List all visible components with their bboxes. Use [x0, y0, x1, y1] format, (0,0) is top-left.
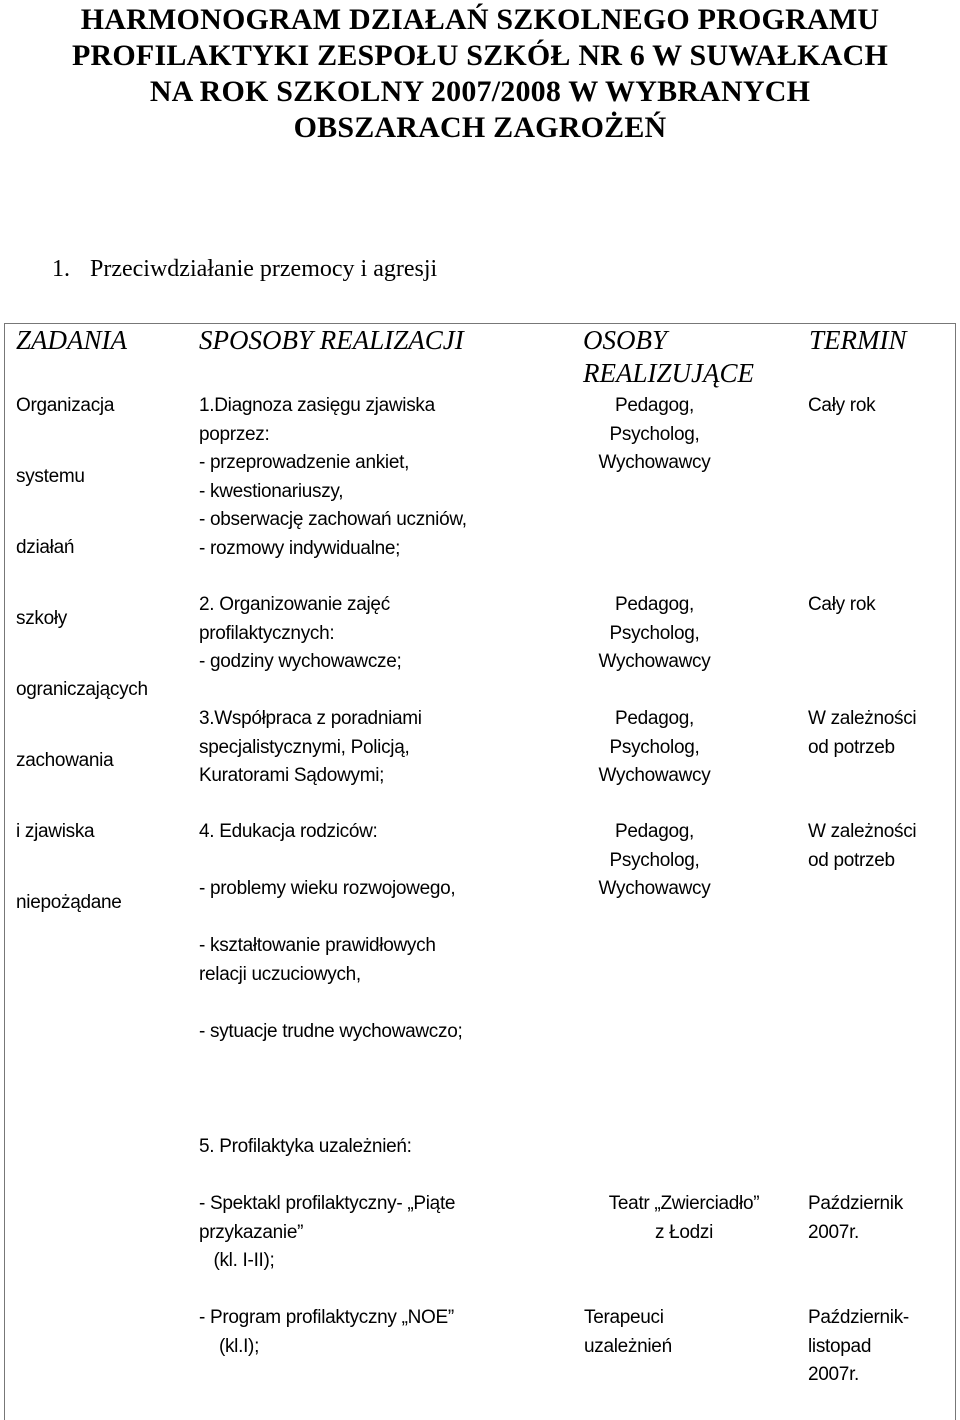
- item-4-sposoby-heading: 4. Edukacja rodziców:: [199, 821, 378, 842]
- item-line: - godziny wychowawcze;: [199, 651, 402, 672]
- item-line: relacji uczuciowych,: [199, 963, 361, 985]
- item-line: Psycholog,: [609, 622, 700, 644]
- item-4-termin: [808, 818, 916, 875]
- item-2-termin: [808, 591, 875, 620]
- item-5-termin: [808, 1190, 903, 1247]
- item-line: z Łodzi: [654, 1221, 714, 1243]
- header-osoby-line: OSOBY: [583, 325, 668, 355]
- item-line: od potrzeb: [808, 849, 895, 871]
- title-line: PROFILAKTYKI ZESPOŁU SZKÓŁ NR 6 W SUWAŁKACH: [72, 39, 888, 72]
- item-line: (kl. I-II);: [213, 1250, 275, 1271]
- item-5-sposoby-block: [199, 1190, 455, 1276]
- table-border-left: [4, 323, 5, 1420]
- item-line: Wychowawcy: [598, 651, 711, 672]
- item-line: poprzez:: [199, 423, 270, 445]
- item-line: Psycholog,: [609, 423, 700, 445]
- zadania-word: Organizacja: [16, 395, 115, 416]
- zadania-word: szkoły: [16, 608, 67, 629]
- item-line: Psycholog,: [609, 849, 700, 871]
- item-line: Pedagog,: [615, 395, 694, 416]
- item-5-osoby-2: [584, 1304, 672, 1361]
- item-5-sposoby-heading: 5. Profilaktyka uzależnień:: [199, 1136, 412, 1157]
- item-line: Październik-: [808, 1307, 909, 1328]
- item-line: profilaktycznych:: [199, 622, 335, 644]
- item-3-sposoby: [199, 705, 422, 791]
- item-4-osoby: [572, 818, 737, 904]
- section-title: Przeciwdziałanie przemocy i agresji: [90, 256, 438, 282]
- table-border-right: [955, 323, 956, 1420]
- item-line: W zależności: [808, 821, 917, 842]
- header-termin: TERMIN: [809, 325, 907, 355]
- item-2-sposoby: [199, 591, 401, 677]
- item-1-termin: [808, 392, 875, 421]
- item-4-sposoby-line: - problemy wieku rozwojowego,: [199, 878, 456, 899]
- item-line: - obserwację zachowań uczniów,: [199, 509, 467, 530]
- item-line: 2007r.: [808, 1221, 860, 1243]
- zadania-word: niepożądane: [16, 892, 122, 913]
- item-line: Psycholog,: [609, 736, 700, 758]
- item-line: 3.Współpraca z poradniami: [199, 708, 422, 729]
- item-5-termin-2: [808, 1304, 909, 1390]
- item-3-osoby: [572, 705, 737, 791]
- item-3-termin: [808, 705, 916, 762]
- item-line: - rozmowy indywidualne;: [199, 537, 401, 559]
- item-4-sposoby-line: - sytuacje trudne wychowawczo;: [199, 1021, 463, 1042]
- title-line: OBSZARACH ZAGROŻEŃ: [293, 111, 667, 144]
- section-heading: [52, 254, 437, 284]
- item-5-sposoby-block: [199, 1304, 454, 1361]
- item-line: przykazanie”: [199, 1221, 304, 1243]
- item-line: - kwestionariuszy,: [199, 480, 344, 502]
- item-line: Pedagog,: [615, 708, 694, 729]
- item-1-sposoby: [199, 392, 467, 563]
- item-line: Cały rok: [808, 395, 876, 416]
- section-number: 1.: [52, 256, 70, 282]
- item-2-osoby: [572, 591, 737, 677]
- item-line: 2. Organizowanie zajęć: [199, 594, 390, 615]
- item-line: W zależności: [808, 708, 917, 729]
- item-line: Teatr „Zwierciadło”: [608, 1193, 760, 1214]
- header-osoby-line: REALIZUJĄCE: [583, 358, 754, 388]
- item-line: - Program profilaktyczny „NOE”: [199, 1307, 454, 1328]
- item-line: listopad: [808, 1335, 872, 1357]
- item-line: Październik: [808, 1193, 903, 1214]
- item-line: Terapeuci: [584, 1307, 664, 1328]
- item-line: Kuratorami Sądowymi;: [199, 765, 385, 786]
- item-line: Pedagog,: [615, 594, 694, 615]
- header-zadania: ZADANIA: [16, 325, 127, 355]
- item-line: 1.Diagnoza zasięgu zjawiska: [199, 395, 435, 416]
- item-line: Wychowawcy: [598, 878, 711, 899]
- item-line: Wychowawcy: [598, 765, 711, 786]
- zadania-word: zachowania: [16, 750, 114, 771]
- item-1-osoby: [572, 392, 737, 478]
- zadania-word: ograniczających: [16, 679, 148, 700]
- header-osoby: [583, 324, 754, 390]
- title-line: HARMONOGRAM DZIAŁAŃ SZKOLNEGO PROGRAMU: [80, 3, 880, 36]
- title-line: NA ROK SZKOLNY 2007/2008 W WYBRANYCH: [149, 75, 811, 108]
- item-line: 2007r.: [808, 1364, 860, 1385]
- header-sposoby: SPOSOBY REALIZACJI: [199, 325, 464, 355]
- item-line: od potrzeb: [808, 736, 895, 758]
- item-line: - przeprowadzenie ankiet,: [199, 452, 410, 473]
- item-line: - kształtowanie prawidłowych: [199, 935, 436, 956]
- item-line: (kl.I);: [218, 1335, 260, 1357]
- item-line: Wychowawcy: [598, 452, 711, 473]
- item-4-sposoby-line: [199, 932, 436, 989]
- item-line: specjalistycznymi, Policją,: [199, 736, 410, 758]
- zadania-word: i zjawiska: [16, 821, 95, 842]
- item-line: Pedagog,: [615, 821, 694, 842]
- zadania-word: systemu: [16, 466, 85, 487]
- item-5-osoby: [584, 1190, 784, 1247]
- document-title: [20, 2, 940, 146]
- item-line: - Spektakl profilaktyczny- „Piąte: [199, 1193, 456, 1214]
- item-line: Cały rok: [808, 594, 876, 615]
- zadania-word: działań: [16, 537, 75, 558]
- item-line: uzależnień: [584, 1335, 672, 1357]
